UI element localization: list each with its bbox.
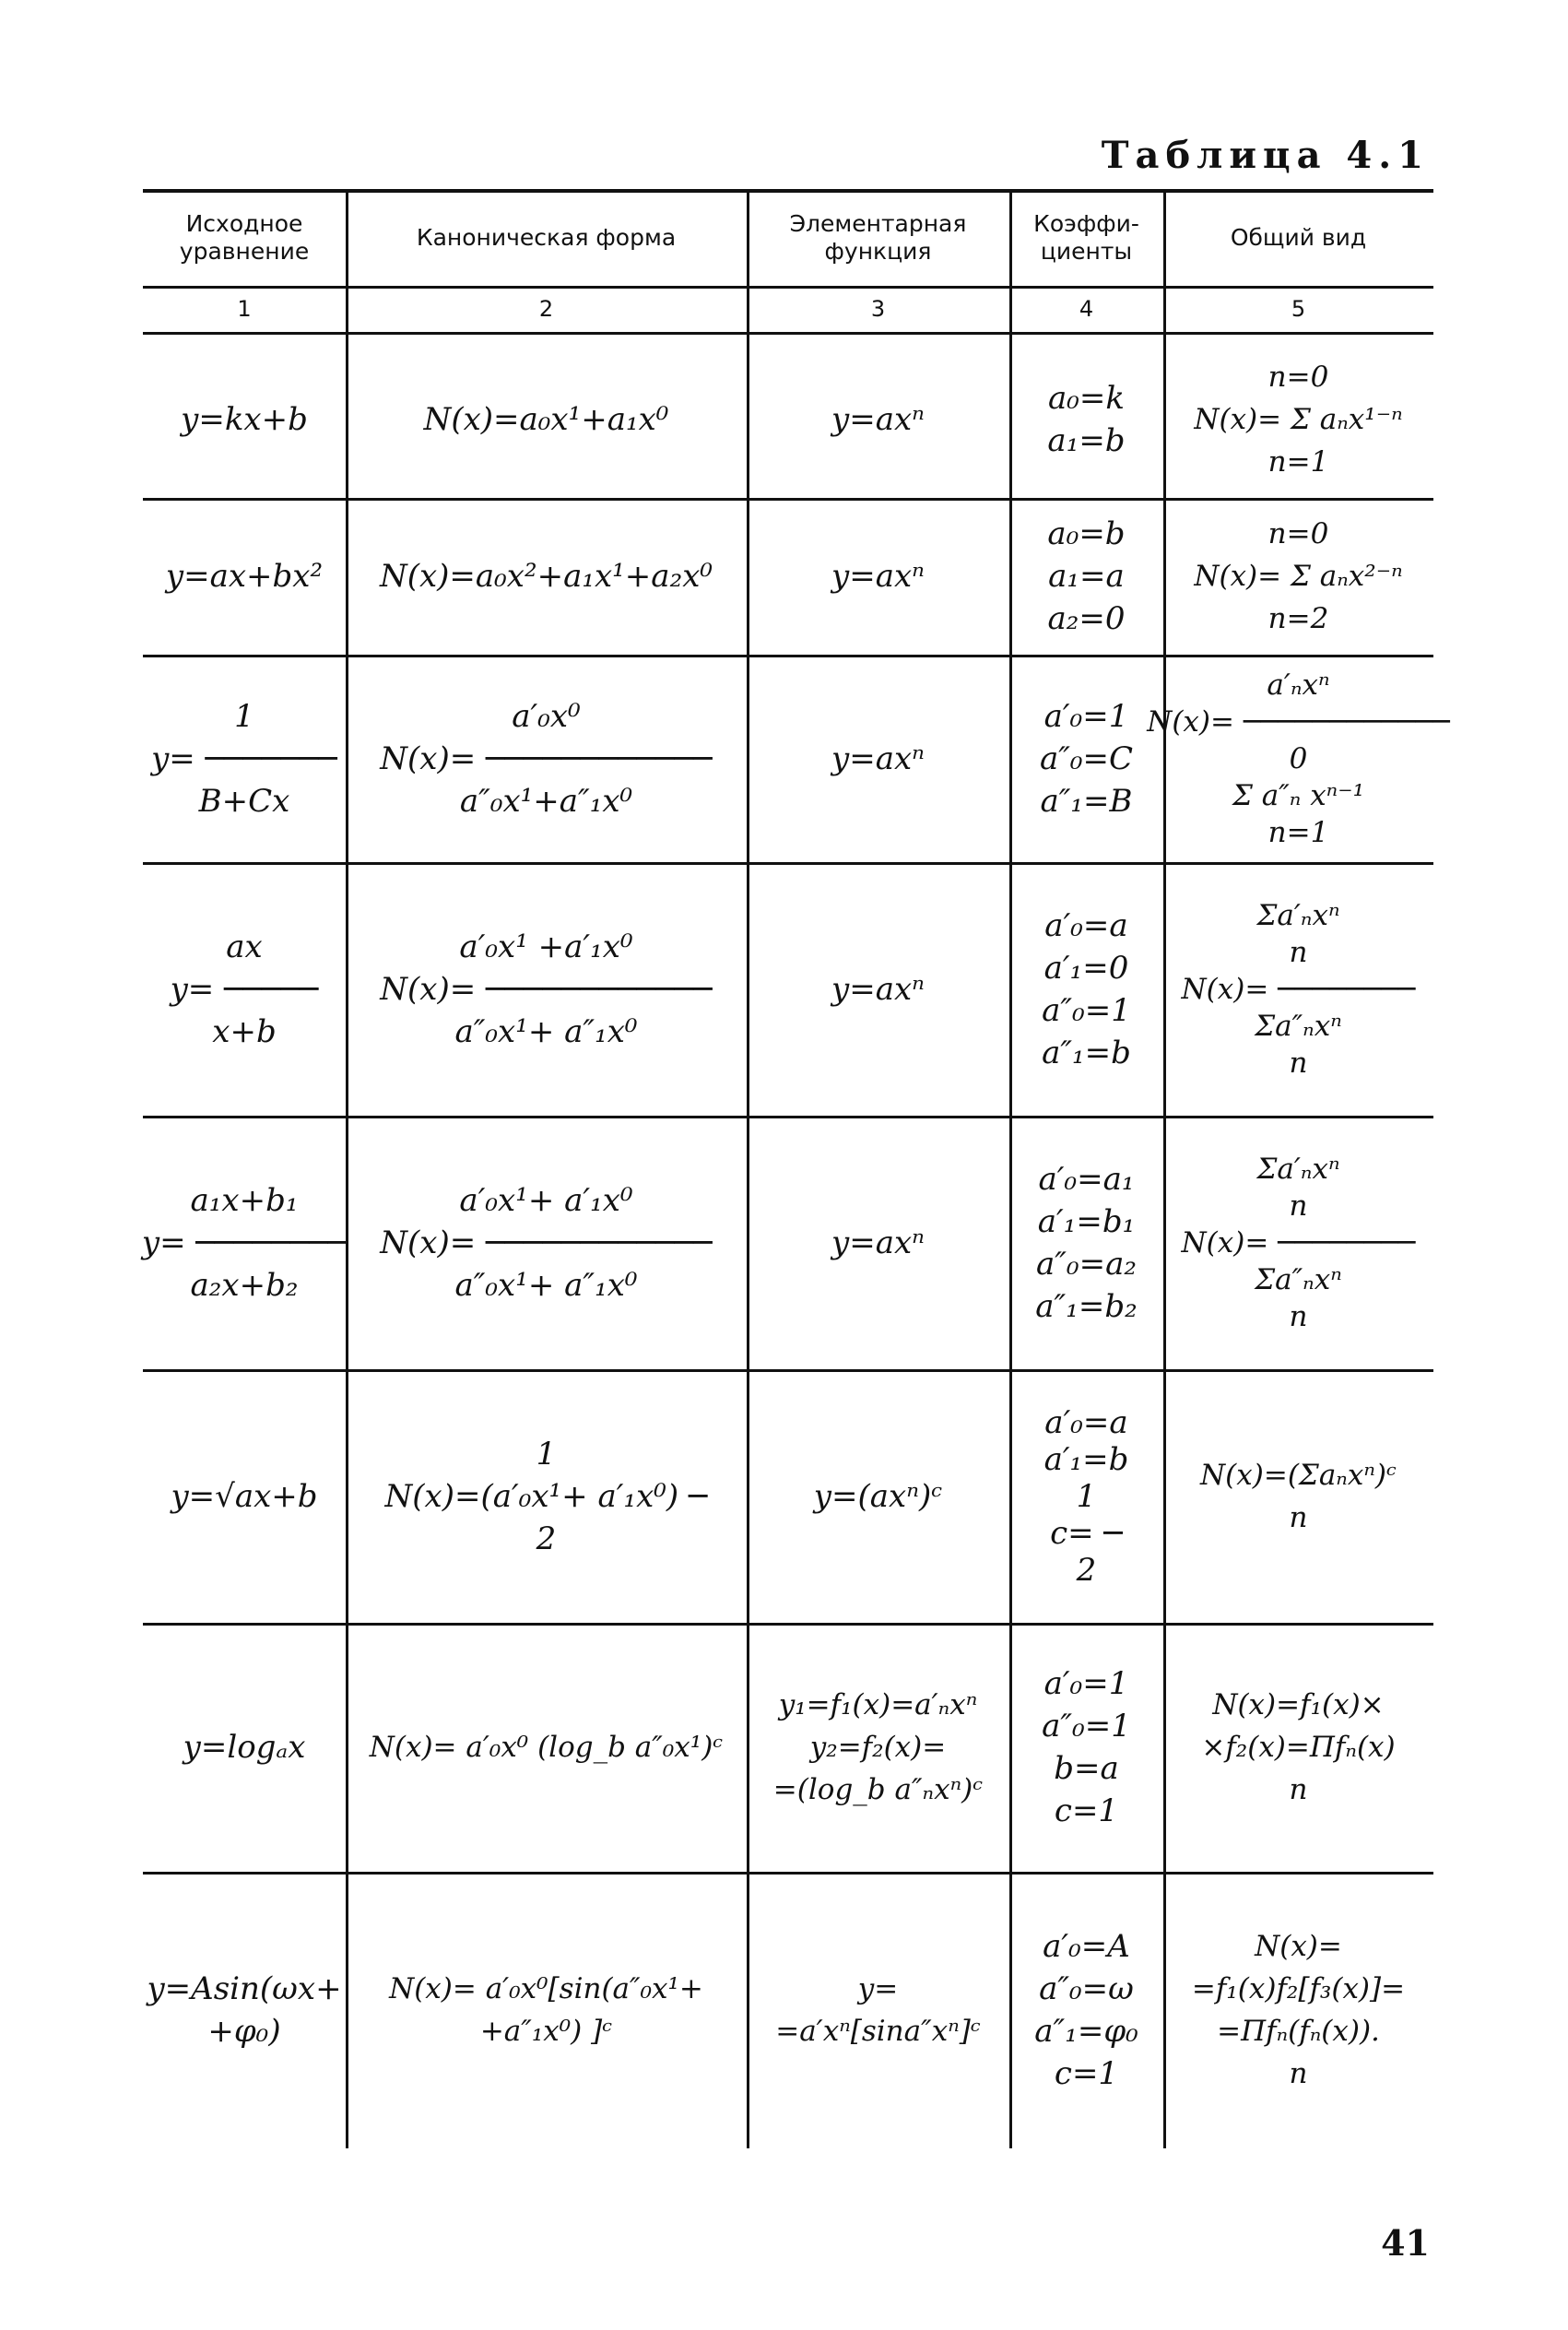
general-line: n=1: [1267, 445, 1329, 479]
canonical-line: a′₀x¹+ a′₁x⁰: [459, 1181, 633, 1219]
column-number-2: [346, 286, 747, 332]
row-7-general: [1163, 1623, 1433, 1872]
coefficients-line: c=1: [1054, 2055, 1119, 2092]
elementary-line: =a′xⁿ[sina″xⁿ]ᶜ: [775, 2015, 981, 2048]
header-text: Исходное: [185, 209, 303, 237]
row-1-canonical: [346, 341, 747, 498]
general-line: n=0: [1267, 361, 1329, 394]
equation-line: a₂x+b₂: [190, 1266, 299, 1304]
canonical-line: 2: [536, 1520, 557, 1557]
row-7-coefficients: [1009, 1623, 1163, 1872]
row-4-equation: [143, 862, 346, 1116]
coefficients-line: a₁=b: [1047, 422, 1126, 459]
row-2-general: [1163, 498, 1433, 655]
row-8-elementary: [747, 1872, 1009, 2148]
general-line: n: [1289, 1773, 1308, 1806]
canonical-line: N(x)= ────────────: [380, 970, 713, 1008]
coefficients-line: 1: [1076, 1477, 1097, 1515]
row-5-general: [1163, 1116, 1433, 1369]
equation-line: y=Asin(ωx+: [147, 1970, 342, 2007]
column-number-4: [1009, 286, 1163, 332]
row-4-canonical: [346, 862, 747, 1116]
row-3-general: [1147, 655, 1450, 862]
equation-line: +φ₀): [207, 2013, 281, 2050]
coefficients-line: a₂=0: [1047, 600, 1126, 637]
row-6-general: [1163, 1369, 1433, 1623]
canonical-line: N(x)= a′₀x⁰[sin(a″₀x¹+: [389, 1972, 703, 2005]
row-6-equation: [143, 1369, 346, 1623]
row-2-elementary: [747, 498, 1009, 655]
header-cell-3: [747, 189, 1009, 286]
row-7-elementary: [747, 1623, 1009, 1872]
general-line: Σa″ₙxⁿ: [1255, 1009, 1342, 1043]
general-line: N(x)= Σ aₙx¹⁻ⁿ: [1194, 403, 1403, 436]
row-7-canonical: [346, 1623, 747, 1872]
header-cell-5: [1163, 189, 1433, 286]
equation-line: y= ───────: [151, 739, 337, 777]
general-line: N(x)= ────────────: [1147, 704, 1450, 739]
column-number: 4: [1079, 296, 1094, 322]
coefficients-line: a₀=b: [1047, 515, 1126, 552]
equation-line: 1: [234, 697, 254, 735]
header-cell-4: [1009, 189, 1163, 286]
equation-line: y=logₐx: [183, 1729, 306, 1766]
general-line: N(x)=(Σaₙxⁿ)ᶜ: [1200, 1458, 1397, 1492]
general-line: a′ₙxⁿ: [1267, 668, 1330, 702]
elementary-line: y=: [857, 1972, 899, 2005]
general-line: Σa′ₙxⁿ: [1256, 1152, 1340, 1186]
page-number: 41: [1381, 2222, 1430, 2264]
general-line: n: [1289, 2057, 1308, 2090]
general-line: =f₁(x)f₂[f₃(x)]=: [1191, 1972, 1406, 2005]
elementary-line: y₁=f₁(x)=a′ₙxⁿ: [778, 1688, 978, 1721]
canonical-line: a′₀x⁰: [512, 697, 581, 735]
coefficients-line: c=1: [1054, 1792, 1119, 1829]
row-3-coefficients: [1009, 655, 1163, 862]
row-6-canonical: [346, 1369, 747, 1623]
coefficients-line: a₁=a: [1048, 558, 1125, 595]
elementary-line: y=axⁿ: [831, 970, 925, 1008]
coefficients-line: a′₀=1: [1043, 697, 1129, 735]
equation-line: ax: [226, 928, 263, 965]
coefficients-line: a″₁=B: [1040, 782, 1133, 820]
row-3-canonical: [346, 655, 747, 862]
row-5-canonical: [346, 1116, 747, 1369]
canonical-line: a″₀x¹+a″₁x⁰: [459, 782, 633, 820]
canonical-line: N(x)= ────────────: [380, 739, 713, 777]
general-line: n: [1289, 1046, 1308, 1080]
row-2-coefficients: [1009, 498, 1163, 655]
header-cell-2: [346, 189, 747, 286]
elementary-line: y=axⁿ: [831, 739, 925, 777]
elementary-line: y₂=f₂(x)=: [809, 1731, 947, 1764]
equation-line: y=kx+b: [181, 401, 308, 438]
general-line: Σ a″ₙ xⁿ⁻¹: [1232, 778, 1365, 812]
row-3-elementary: [747, 655, 1009, 862]
coefficients-line: a″₁=b₂: [1035, 1287, 1138, 1325]
coefficients-line: a′₀=a₁: [1038, 1160, 1135, 1198]
coefficients-line: a′₁=b₁: [1037, 1202, 1136, 1240]
elementary-line: y=axⁿ: [831, 558, 925, 595]
row-4-general: [1163, 862, 1433, 1116]
coefficients-line: a″₀=ω: [1039, 1970, 1134, 2007]
row-4-elementary: [747, 862, 1009, 1116]
canonical-line: a′₀x¹ +a′₁x⁰: [459, 928, 633, 965]
header-text: Элементарная: [789, 209, 967, 237]
column-number: 1: [237, 296, 252, 322]
row-1-general: [1163, 341, 1433, 498]
column-number-3: [747, 286, 1009, 332]
general-line: N(x)= ────────: [1181, 972, 1416, 1006]
canonical-line: N(x)=(a′₀x¹+ a′₁x⁰) ─: [384, 1477, 708, 1515]
row-6-coefficients: [1009, 1369, 1163, 1623]
coefficients-line: a′₁=0: [1043, 949, 1129, 987]
header-text: Общий вид: [1230, 223, 1367, 251]
column-number-1: [143, 286, 346, 332]
general-line: 0: [1289, 741, 1308, 775]
table-caption: Таблица 4.1: [1101, 134, 1430, 177]
coefficients-line: a₀=k: [1048, 380, 1125, 417]
general-line: n=1: [1267, 815, 1329, 849]
row-8-canonical: [346, 1872, 747, 2148]
header-text: Каноническая форма: [416, 223, 677, 251]
column-number: 5: [1291, 296, 1306, 322]
column-number: 2: [538, 296, 554, 322]
general-line: n: [1289, 1299, 1308, 1333]
elementary-line: y=(axⁿ)ᶜ: [813, 1477, 943, 1515]
general-line: ×f₂(x)=Πfₙ(x): [1201, 1731, 1396, 1764]
general-line: n: [1289, 935, 1308, 969]
equation-line: y= ────────: [141, 1224, 348, 1261]
header-text: функция: [824, 237, 932, 265]
general-line: N(x)=f₁(x)×: [1212, 1688, 1385, 1721]
equation-line: x+b: [212, 1012, 277, 1050]
canonical-line: N(x)=a₀x²+a₁x¹+a₂x⁰: [379, 558, 713, 595]
general-line: N(x)=: [1255, 1930, 1342, 1963]
elementary-line: y=axⁿ: [831, 401, 925, 438]
row-1-equation: [143, 341, 346, 498]
coefficients-line: c= ─: [1050, 1514, 1123, 1552]
row-1-coefficients: [1009, 341, 1163, 498]
coefficients-line: a″₀=1: [1042, 991, 1131, 1029]
row-2-canonical: [346, 498, 747, 655]
equation-line: a₁x+b₁: [190, 1181, 299, 1219]
coefficients-line: a′₀=a: [1044, 1403, 1128, 1441]
row-7-equation: [143, 1623, 346, 1872]
row-5-elementary: [747, 1116, 1009, 1369]
general-line: n=2: [1267, 602, 1329, 635]
row-6-elementary: [747, 1369, 1009, 1623]
row-2-equation: [143, 498, 346, 655]
canonical-line: 1: [536, 1435, 557, 1473]
general-line: Σa″ₙxⁿ: [1255, 1262, 1342, 1296]
header-text: циенты: [1040, 237, 1133, 265]
coefficients-line: 2: [1076, 1551, 1097, 1589]
general-line: n: [1289, 1500, 1308, 1534]
equation-line: B+Cx: [198, 782, 290, 820]
elementary-line: =(log_b a″ₙxⁿ)ᶜ: [772, 1773, 984, 1806]
column-number-5: [1163, 286, 1433, 332]
equation-line: y= ─────: [170, 970, 319, 1008]
coefficients-line: a′₀=A: [1043, 1928, 1130, 1965]
coefficients-line: b=a: [1054, 1750, 1119, 1787]
general-line: N(x)= Σ aₙx²⁻ⁿ: [1194, 560, 1403, 593]
coefficients-line: a′₀=1: [1043, 1665, 1129, 1702]
coefficients-line: a″₀=1: [1042, 1708, 1131, 1745]
header-text: Коэффи-: [1033, 209, 1139, 237]
column-number: 3: [870, 296, 886, 322]
coefficients-line: a″₀=C: [1039, 739, 1134, 777]
elementary-line: y=axⁿ: [831, 1224, 925, 1261]
row-5-coefficients: [1009, 1116, 1163, 1369]
coefficients-line: a″₁=φ₀: [1034, 2013, 1138, 2050]
general-line: n: [1289, 1189, 1308, 1223]
canonical-line: a″₀x¹+ a″₁x⁰: [454, 1266, 638, 1304]
row-3-equation: [143, 655, 346, 862]
equation-line: y=ax+bx²: [165, 558, 324, 595]
canonical-line: N(x)= ────────────: [380, 1224, 713, 1261]
general-line: Σa′ₙxⁿ: [1256, 898, 1340, 932]
coefficients-line: a″₀=a₂: [1036, 1245, 1137, 1283]
canonical-line: a″₀x¹+ a″₁x⁰: [454, 1012, 638, 1050]
general-line: =Πfₙ(fₙ(x)).: [1217, 2015, 1380, 2048]
header-text: уравнение: [179, 237, 310, 265]
general-line: n=0: [1267, 517, 1329, 550]
row-8-equation: [143, 1872, 346, 2148]
coefficients-line: a′₀=a: [1044, 906, 1128, 944]
canonical-line: +a″₁x⁰) ]ᶜ: [479, 2015, 613, 2048]
row-5-equation: [143, 1116, 346, 1369]
coefficients-line: a′₁=b: [1043, 1440, 1129, 1478]
row-1-elementary: [747, 341, 1009, 498]
row-8-general: [1163, 1872, 1433, 2148]
row-4-coefficients: [1009, 862, 1163, 1116]
coefficients-line: a″₁=b: [1042, 1034, 1131, 1071]
number-row-rule: [143, 332, 1433, 335]
row-8-coefficients: [1009, 1872, 1163, 2148]
equation-line: y=√ax+b: [171, 1477, 318, 1515]
general-line: N(x)= ────────: [1181, 1225, 1416, 1260]
header-cell-1: [143, 189, 346, 286]
canonical-line: N(x)= a′₀x⁰ (log_b a″₀x¹)ᶜ: [369, 1731, 724, 1764]
canonical-line: N(x)=a₀x¹+a₁x⁰: [423, 401, 669, 438]
